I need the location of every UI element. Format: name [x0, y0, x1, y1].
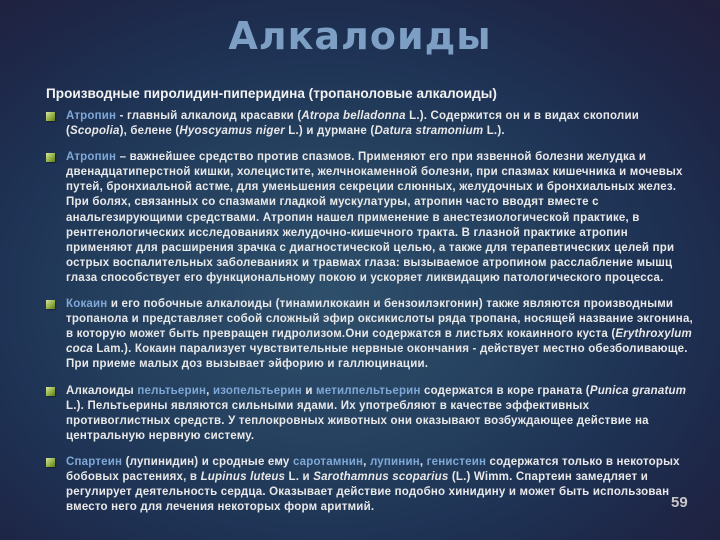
bullet-item	[46, 109, 696, 139]
text-run: Lam.). Кокаин парализует чувствительные нервные окончания - действует местно обезболивающе. При приеме малых доз вызывает эйфорию и галлюцинации.	[66, 343, 688, 371]
bullet-text	[66, 297, 696, 372]
text-run: L. и	[285, 470, 314, 483]
highlighted-term: пельтьерин	[137, 384, 207, 397]
highlighted-term: Атропин	[66, 110, 117, 122]
highlighted-term: Кокаин	[66, 298, 108, 311]
text-run: L.). Пельтьерины являются сильными ядами. Их употребляют в качестве эффективных противоглистных средств. У теплокровных животных они оказывают возбуждающее действие на центральную нервную систему.	[66, 399, 649, 442]
latin-name: Punica granatum	[589, 384, 687, 397]
text-run: ), белене (	[119, 125, 180, 138]
bullet-item	[46, 455, 696, 515]
bullet-text	[66, 109, 696, 139]
square-bullet-icon	[46, 153, 55, 162]
text-run: (лупинидин) и сродные ему	[122, 455, 293, 468]
highlighted-term: Спартеин	[66, 455, 123, 468]
text-run: Алкалоиды	[66, 384, 138, 397]
highlighted-term: Атропин	[66, 151, 117, 164]
bullet-item	[46, 384, 696, 444]
latin-name: Hyoscyamus niger	[179, 125, 285, 138]
bullet-list	[46, 109, 696, 526]
square-bullet-icon	[46, 387, 55, 396]
text-run: L.).	[483, 125, 505, 138]
text-run: ,	[363, 455, 370, 468]
highlighted-term: изопельтьерин	[212, 384, 302, 397]
page-number: 59	[671, 494, 688, 511]
slide-subtitle: Производные пиролидин-пиперидина (тропаноловые алкалоиды)	[46, 86, 497, 101]
text-run: (L.) Wimm. Спартеин замедляет и регулирует деятельность сердца. Оказывает действие подобно хинидину и может быть использован вместо него для лечения некоторых форм аритмий.	[66, 470, 670, 514]
square-bullet-icon	[46, 458, 55, 467]
slide-title: Алкалоиды	[228, 14, 492, 58]
highlighted-term: лупинин	[369, 455, 420, 468]
text-run: – важнейшее средство против спазмов. Применяют его при язвенной болезни желудка и двенадцатиперстной кишки, холецистите, желчнокаменной болезни, при спазмах кишечника и мочевых путей, бронхиальной астме, для уменьшения секреции слюнных, желудочных и бронхиальных желез. При болях, связанных со спазмами гладкой мускулатуры, атропин часто вводят вместе с анальгезирующими средствами. Атропин нашел применение в анестезиологической практике, в рентгенологических исследованиях желудочно-кишечного тракта. В глазной практике атропин применяют для расширения зрачка с диагностической целью, а также для терапевтических целей при острых воспалительных заболеваниях и травмах глаза: вызываемое атропином расслабление мышц глаза способствует его функциональному покою и ускоряет ликвидацию патологического процесса.	[66, 151, 683, 284]
highlighted-term: саротамнин	[292, 455, 364, 468]
latin-name: Sarothamnus scoparius	[313, 470, 449, 483]
square-bullet-icon	[46, 300, 55, 309]
bullet-text	[66, 384, 696, 444]
text-run: - главный алкалоид красавки (	[116, 110, 302, 122]
text-run: содержатся только в некоторых бобовых растениях, в	[66, 455, 680, 483]
square-bullet-icon	[46, 112, 55, 121]
text-run: и его побочные алкалоиды (тинамилкокаин и бензоилэкгонин) также являются производными тропанола и представляет собой сложный эфир оксикислоты ряда тропана, носящей название экгонина, в которую может быть превращен гидролизом.Они содержатся в листьях кокаинного куста (	[66, 298, 693, 341]
text-run: и	[301, 384, 316, 397]
bullet-item	[46, 297, 696, 372]
latin-name: Atropa belladonna	[301, 110, 406, 122]
text-run: L.). Содержится он и в видах скополии (	[66, 110, 639, 138]
text-run: ,	[206, 384, 213, 397]
bullet-text	[66, 455, 696, 515]
latin-name: Lupinus luteus	[200, 470, 286, 483]
bullet-text	[66, 150, 696, 286]
bullet-item	[46, 150, 696, 286]
latin-name: Erythroxylum coca	[66, 328, 692, 356]
text-run: содержатся в коре граната (	[420, 384, 590, 397]
highlighted-term: генистеин	[426, 455, 487, 468]
text-run: L.) и дурмане (	[284, 125, 375, 138]
highlighted-term: метилпельтьерин	[316, 384, 421, 397]
latin-name: Scopolia	[70, 125, 120, 138]
latin-name: Datura stramonium	[374, 125, 484, 138]
text-run: ,	[419, 455, 427, 468]
